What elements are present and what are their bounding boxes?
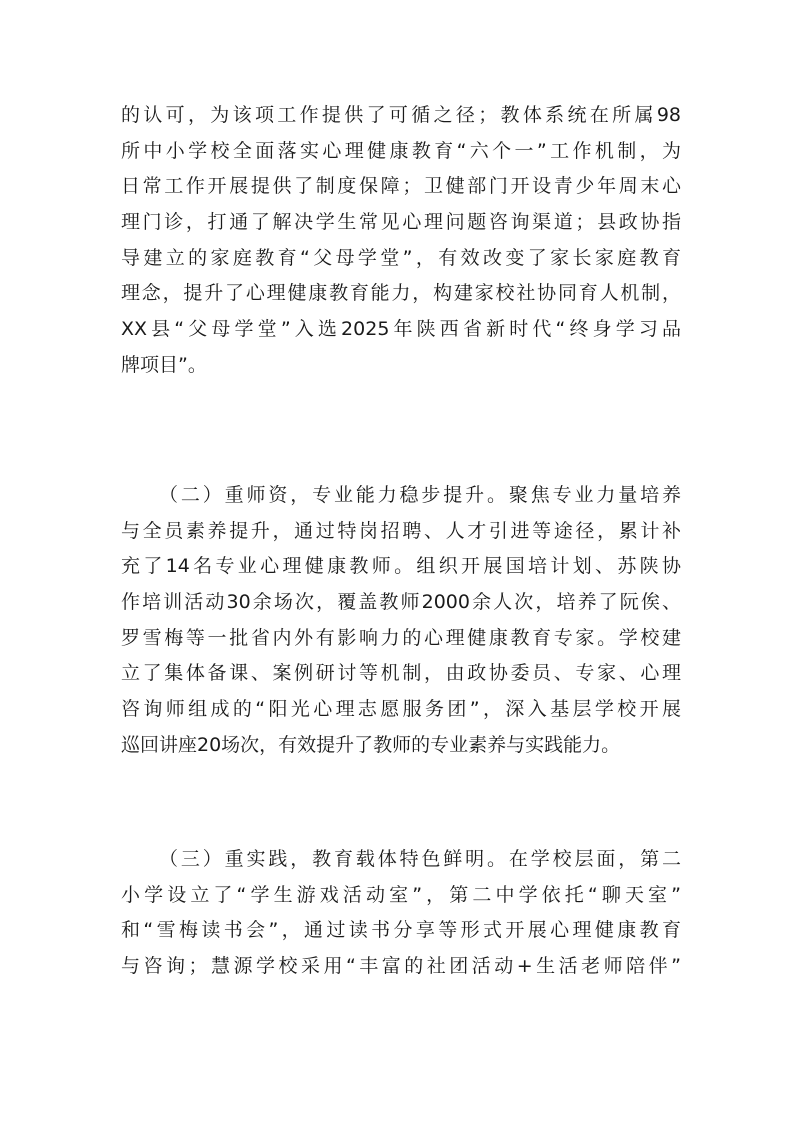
text-line: 导建立的家庭教育“父母学堂”，有效改变了家长家庭教育 — [121, 246, 681, 269]
text-line: 日常工作开展提供了制度保障；卫健部门开设青少年周末心 — [121, 175, 681, 198]
section-heading-line: （二）重师资，专业能力稳步提升。聚焦专业力量培养 — [159, 484, 681, 506]
text-line: 的认可，为该项工作提供了可循之径；教体系统在所属98 — [121, 104, 681, 126]
paragraph-2 — [121, 478, 681, 764]
text-line: 与全员素养提升，通过特岗招聘、人才引进等途径，累计补 — [121, 519, 681, 542]
text-line: 牌项目”。 — [121, 353, 207, 376]
text-line: 理念，提升了心理健康教育能力，构建家校社协同育人机制， — [121, 282, 681, 305]
text-line: 理门诊，打通了解决学生常见心理问题咨询渠道；县政协指 — [121, 211, 681, 234]
text-line: 充了14名专业心理健康教师。组织开展国培计划、苏陕协 — [121, 555, 681, 578]
text-line: 和“雪梅读书会”，通过读书分享等形式开展心理健康教育 — [121, 919, 681, 942]
text-line: 立了集体备课、案例研讨等机制，由政协委员、专家、心理 — [121, 662, 681, 685]
paragraph-3 — [121, 842, 681, 985]
text-line: 所中小学校全面落实心理健康教育“六个一”工作机制，为 — [121, 139, 681, 162]
paragraph-1 — [121, 98, 681, 384]
text-line: 小学设立了“学生游戏活动室”，第二中学依托“聊天室” — [121, 883, 681, 906]
text-line: 与咨询；慧源学校采用“丰富的社团活动+生活老师陪伴” — [121, 955, 681, 978]
text-line: 咨询师组成的“阳光心理志愿服务团”，深入基层学校开展 — [121, 698, 681, 721]
section-heading-line: （三）重实践，教育载体特色鲜明。在学校层面，第二 — [159, 848, 681, 870]
text-line: 罗雪梅等一批省内外有影响力的心理健康教育专家。学校建 — [121, 626, 681, 649]
text-line: 作培训活动30余场次，覆盖教师2000余人次，培养了阮俟、 — [121, 591, 681, 614]
text-line: 巡回讲座20场次，有效提升了教师的专业素养与实践能力。 — [121, 733, 621, 756]
text-line: XX县“父母学堂”入选2025年陕西省新时代“终身学习品 — [121, 318, 681, 341]
